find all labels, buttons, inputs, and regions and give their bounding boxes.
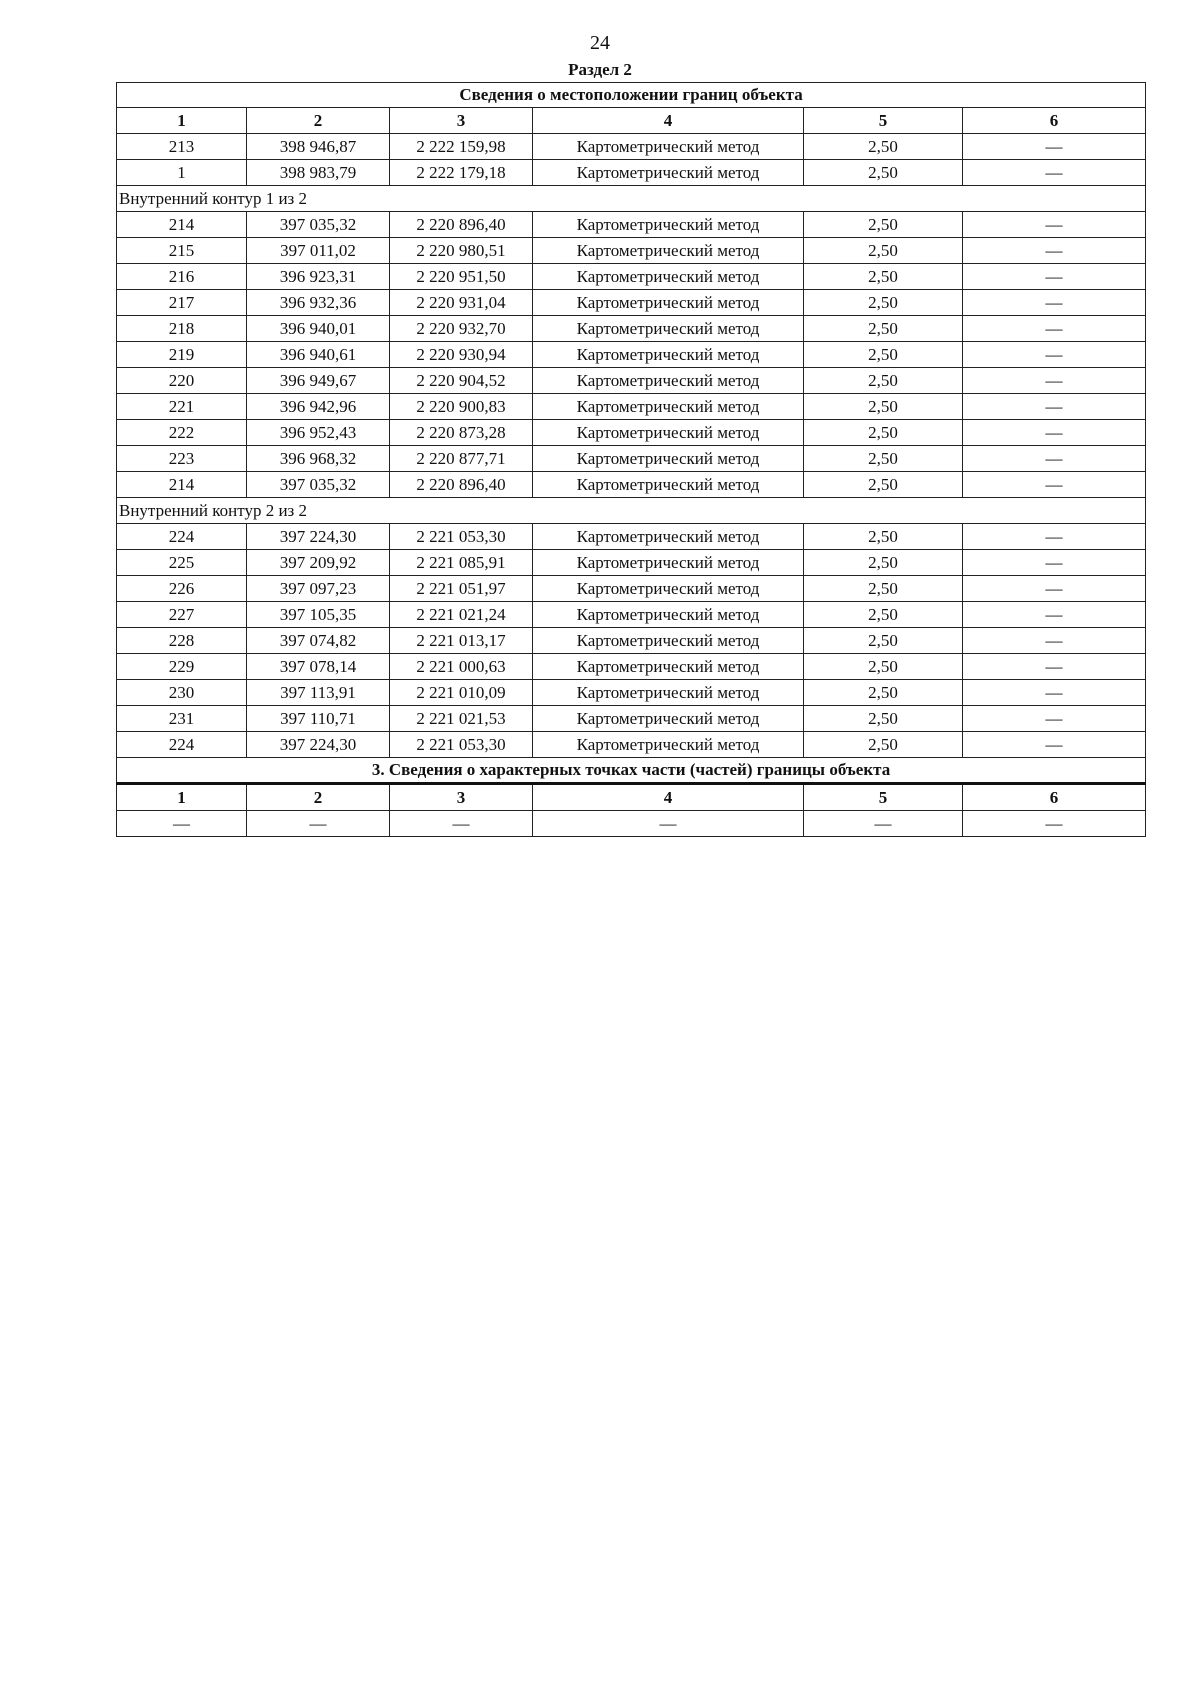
table-cell: 397 110,71 (247, 706, 390, 732)
column-header: 5 (804, 108, 963, 134)
contour-label: Внутренний контур 2 из 2 (117, 498, 1146, 524)
table-cell: 2,50 (804, 160, 963, 186)
table-cell: 229 (117, 654, 247, 680)
table-cell: 2 221 085,91 (390, 550, 533, 576)
table-row (117, 446, 1146, 472)
table-cell: 2,50 (804, 394, 963, 420)
table-cell: 2 220 932,70 (390, 316, 533, 342)
table-cell: 2,50 (804, 420, 963, 446)
table-cell: — (963, 212, 1146, 238)
table-cell: — (963, 602, 1146, 628)
table-cell: 2 221 000,63 (390, 654, 533, 680)
table-cell: 397 224,30 (247, 524, 390, 550)
table-cell: 2,50 (804, 550, 963, 576)
table-row (117, 264, 1146, 290)
table-cell: 2,50 (804, 316, 963, 342)
table-cell: 396 940,01 (247, 316, 390, 342)
table-row (117, 654, 1146, 680)
table-cell: 2,50 (804, 368, 963, 394)
column-header: 4 (533, 108, 804, 134)
part-table-cell: — (117, 811, 247, 837)
table-cell: Картометрический метод (533, 628, 804, 654)
table-cell: 397 078,14 (247, 654, 390, 680)
table-cell: 217 (117, 290, 247, 316)
table-cell: — (963, 420, 1146, 446)
table-cell: — (963, 134, 1146, 160)
table-cell: 2,50 (804, 576, 963, 602)
table-cell: Картометрический метод (533, 550, 804, 576)
table-cell: 1 (117, 160, 247, 186)
table-cell: 2 220 904,52 (390, 368, 533, 394)
table-cell: 396 942,96 (247, 394, 390, 420)
table-cell: 2 221 013,17 (390, 628, 533, 654)
table-row (117, 628, 1146, 654)
table-cell: 396 952,43 (247, 420, 390, 446)
table-cell: 397 035,32 (247, 472, 390, 498)
table-cell: Картометрический метод (533, 602, 804, 628)
table-cell: Картометрический метод (533, 524, 804, 550)
table-cell: 224 (117, 732, 247, 758)
column-header-row (117, 108, 1146, 134)
table-cell: Картометрический метод (533, 316, 804, 342)
table-cell: 2 222 159,98 (390, 134, 533, 160)
part-table-cell: — (804, 811, 963, 837)
table-row (117, 576, 1146, 602)
table-cell: 397 074,82 (247, 628, 390, 654)
table-cell: 215 (117, 238, 247, 264)
table-cell: Картометрический метод (533, 706, 804, 732)
table-cell: 2,50 (804, 732, 963, 758)
table-cell: 2 221 053,30 (390, 732, 533, 758)
table-cell: 2,50 (804, 472, 963, 498)
part-table-cell: — (963, 811, 1146, 837)
table-cell: 2 220 930,94 (390, 342, 533, 368)
table-cell: 2 221 021,24 (390, 602, 533, 628)
table-cell: Картометрический метод (533, 238, 804, 264)
table-cell: 220 (117, 368, 247, 394)
table-row (117, 316, 1146, 342)
table-cell: 2 220 873,28 (390, 420, 533, 446)
table-cell: 398 946,87 (247, 134, 390, 160)
table-cell: Картометрический метод (533, 342, 804, 368)
part-column-header: 4 (533, 784, 804, 811)
table-cell: 2,50 (804, 446, 963, 472)
part-column-header: 2 (247, 784, 390, 811)
table-cell: 396 949,67 (247, 368, 390, 394)
table-cell: 2 220 896,40 (390, 472, 533, 498)
table-row (117, 732, 1146, 758)
table-cell: 2,50 (804, 654, 963, 680)
table-cell: 2,50 (804, 290, 963, 316)
table-cell: 2,50 (804, 134, 963, 160)
table-cell: Картометрический метод (533, 420, 804, 446)
table-cell: — (963, 706, 1146, 732)
table-cell: — (963, 290, 1146, 316)
section-title: Раздел 2 (568, 60, 632, 79)
contour-label: Внутренний контур 1 из 2 (117, 186, 1146, 212)
table-cell: Картометрический метод (533, 160, 804, 186)
table-cell: 223 (117, 446, 247, 472)
table-cell: Картометрический метод (533, 290, 804, 316)
part-table-cell: — (390, 811, 533, 837)
table-cell: — (963, 524, 1146, 550)
part-column-header-row (117, 784, 1146, 811)
table-row (117, 394, 1146, 420)
table-cell: 214 (117, 472, 247, 498)
table-row (117, 472, 1146, 498)
table-cell: 214 (117, 212, 247, 238)
part-column-header: 3 (390, 784, 533, 811)
table-row (117, 134, 1146, 160)
table-cell: 2 220 896,40 (390, 212, 533, 238)
table-cell: 397 011,02 (247, 238, 390, 264)
table-row (117, 524, 1146, 550)
table-caption-row (117, 83, 1146, 108)
part-column-header: 1 (117, 784, 247, 811)
column-header: 1 (117, 108, 247, 134)
table-cell: 2,50 (804, 628, 963, 654)
column-header: 3 (390, 108, 533, 134)
table-cell: Картометрический метод (533, 446, 804, 472)
table-cell: 398 983,79 (247, 160, 390, 186)
table-row (117, 680, 1146, 706)
table-cell: 2,50 (804, 238, 963, 264)
table-cell: 397 209,92 (247, 550, 390, 576)
table-cell: 396 940,61 (247, 342, 390, 368)
table-cell: — (963, 654, 1146, 680)
table-cell: 2 220 931,04 (390, 290, 533, 316)
table-cell: 2 220 900,83 (390, 394, 533, 420)
table-cell: 231 (117, 706, 247, 732)
table-cell: — (963, 732, 1146, 758)
page-number: 24 (590, 32, 610, 54)
table-caption: Сведения о местоположении границ объекта (117, 83, 1146, 108)
table-cell: 228 (117, 628, 247, 654)
table-cell: 2 220 877,71 (390, 446, 533, 472)
column-header: 6 (963, 108, 1146, 134)
table-cell: 226 (117, 576, 247, 602)
table-cell: 2 221 010,09 (390, 680, 533, 706)
table-cell: 2 221 053,30 (390, 524, 533, 550)
table-row (117, 238, 1146, 264)
table-cell: 2 220 980,51 (390, 238, 533, 264)
table-cell: Картометрический метод (533, 264, 804, 290)
table-cell: 230 (117, 680, 247, 706)
part-table-row (117, 811, 1146, 837)
table-cell: Картометрический метод (533, 576, 804, 602)
table-cell: 396 923,31 (247, 264, 390, 290)
table-cell: — (963, 446, 1146, 472)
table-cell: 396 968,32 (247, 446, 390, 472)
table-cell: — (963, 342, 1146, 368)
table-row (117, 602, 1146, 628)
table-cell: Картометрический метод (533, 368, 804, 394)
table-cell: — (963, 628, 1146, 654)
column-header: 2 (247, 108, 390, 134)
table-cell: 2,50 (804, 342, 963, 368)
table-row (117, 290, 1146, 316)
table-cell: 218 (117, 316, 247, 342)
table-cell: Картометрический метод (533, 134, 804, 160)
table-cell: Картометрический метод (533, 654, 804, 680)
table-cell: — (963, 472, 1146, 498)
part-caption-row (117, 758, 1146, 784)
contour-label-row (117, 498, 1146, 524)
table-cell: — (963, 394, 1146, 420)
table-cell: 2,50 (804, 602, 963, 628)
table-cell: Картометрический метод (533, 212, 804, 238)
part-caption: 3. Сведения о характерных точках части (частей) границы объекта (117, 758, 1146, 784)
table-cell: 2,50 (804, 706, 963, 732)
table-cell: Картометрический метод (533, 394, 804, 420)
table-cell: 2 221 021,53 (390, 706, 533, 732)
boundary-table (116, 82, 1146, 837)
table-row (117, 368, 1146, 394)
table-cell: 222 (117, 420, 247, 446)
table-cell: — (963, 238, 1146, 264)
part-table-cell: — (247, 811, 390, 837)
part-table-cell: — (533, 811, 804, 837)
table-cell: — (963, 316, 1146, 342)
table-cell: 2 220 951,50 (390, 264, 533, 290)
table-cell: — (963, 368, 1146, 394)
table-row (117, 160, 1146, 186)
table-cell: Картометрический метод (533, 680, 804, 706)
table-cell: 2,50 (804, 680, 963, 706)
table-cell: — (963, 160, 1146, 186)
table-cell: 2,50 (804, 524, 963, 550)
table-cell: 2,50 (804, 212, 963, 238)
table-cell: 224 (117, 524, 247, 550)
table-cell: 225 (117, 550, 247, 576)
table-cell: — (963, 680, 1146, 706)
table-cell: — (963, 576, 1146, 602)
table-row (117, 706, 1146, 732)
table-cell: 2 221 051,97 (390, 576, 533, 602)
table-cell: 396 932,36 (247, 290, 390, 316)
table-row (117, 420, 1146, 446)
table-cell: 397 113,91 (247, 680, 390, 706)
table-cell: Картометрический метод (533, 472, 804, 498)
table-cell: 397 035,32 (247, 212, 390, 238)
contour-label-row (117, 186, 1146, 212)
table-cell: 2 222 179,18 (390, 160, 533, 186)
table-cell: 397 097,23 (247, 576, 390, 602)
table-cell: 213 (117, 134, 247, 160)
table-cell: 397 105,35 (247, 602, 390, 628)
table-cell: 221 (117, 394, 247, 420)
table-cell: — (963, 264, 1146, 290)
table-row (117, 342, 1146, 368)
table-cell: 2,50 (804, 264, 963, 290)
table-cell: 397 224,30 (247, 732, 390, 758)
table-cell: 227 (117, 602, 247, 628)
table-cell: 216 (117, 264, 247, 290)
part-column-header: 6 (963, 784, 1146, 811)
part-column-header: 5 (804, 784, 963, 811)
table-row (117, 550, 1146, 576)
table-row (117, 212, 1146, 238)
table-cell: — (963, 550, 1146, 576)
table-cell: Картометрический метод (533, 732, 804, 758)
table-cell: 219 (117, 342, 247, 368)
